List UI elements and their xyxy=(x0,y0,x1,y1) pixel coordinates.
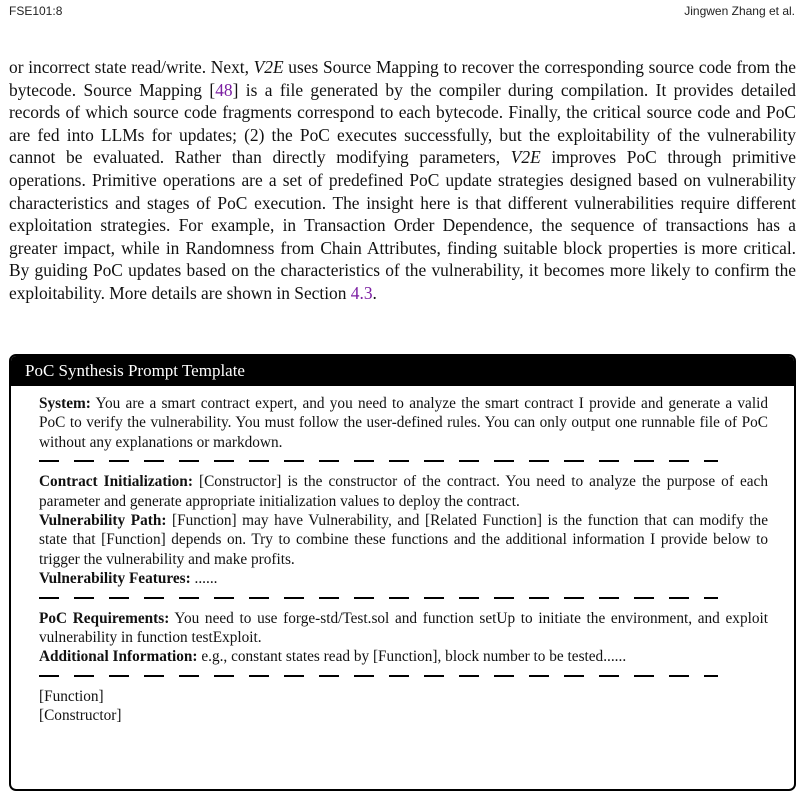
page-id: FSE101:8 xyxy=(9,4,63,18)
function-placeholder: [Function] xyxy=(39,687,104,705)
constructor-placeholder: [Constructor] xyxy=(39,707,122,725)
system-text: You are a smart contract expert, and you need to analyze the smart contract I provide and generate a valid PoC to verify the vulnerability. You must follow the user-defined rules. You can only output one runnable file of PoC without any explanations or markdown. xyxy=(39,395,768,451)
contract-init-section xyxy=(39,472,768,511)
contract-init-label: Contract Initialization: xyxy=(39,473,193,491)
additional-info-label: Additional Information: xyxy=(39,648,198,666)
dashed-divider xyxy=(39,597,718,599)
body-text-segment: or incorrect state read/write. Next, xyxy=(9,57,254,77)
body-text-segment: . xyxy=(372,282,377,303)
additional-info-text: e.g., constant states read by [Function], block number to be tested...... xyxy=(197,648,627,666)
vuln-features-label: Vulnerability Features: xyxy=(39,570,191,588)
contract-init-text: [Constructor] is the constructor of the contract. You need to analyze the purpose of each parameter and generate appropriate initialization values to deploy the contract. xyxy=(39,473,768,510)
vuln-path-section xyxy=(39,511,768,569)
system-label: System: xyxy=(39,395,91,412)
dashed-divider xyxy=(39,675,718,677)
system-section xyxy=(39,394,768,452)
vuln-features-text: ...... xyxy=(190,570,218,588)
vuln-path-label: Vulnerability Path: xyxy=(39,512,167,530)
poc-req-section xyxy=(39,609,768,648)
vuln-features-section xyxy=(39,569,768,588)
prompt-template-content xyxy=(11,386,794,726)
poc-req-label: PoC Requirements: xyxy=(39,609,170,627)
citation-link[interactable]: 48 xyxy=(215,79,233,100)
additional-info-section xyxy=(39,647,768,666)
tool-name: V2E xyxy=(253,57,284,77)
body-text-segment: improves PoC through primitive operations. Primitive operations are a set of predefined PoC update strategies designed based on vulnerability characteristics and stages of PoC execution. The insight here is that different vulnerabilities require different exploitation strategies. For example, in Transaction Order Dependence, the sequence of transactions has a greater impact, while in Randomness from Chain Attributes, finding suitable block properties is more critical. By guiding PoC updates based on the characteristics of the vulnerability, it becomes more likely to confirm the exploitability. More details are shown in Section xyxy=(9,147,796,303)
prompt-template-box xyxy=(9,354,796,791)
poc-req-text: You need to use forge-std/Test.sol and function setUp to initiate the environment, and exploit vulnerability in function testExploit. xyxy=(39,609,768,647)
section-link[interactable]: 4.3 xyxy=(350,282,373,303)
author-line: Jingwen Zhang et al. xyxy=(684,4,795,18)
running-header xyxy=(9,4,795,24)
body-paragraph xyxy=(9,56,796,305)
body-text-segment: ] is a file generated by the compiler during compilation. It provides detailed records of which source code fragments correspond to each bytecode. Finally, the critical source code and PoC are fed into LLMs for updates; (2) the PoC executes successfully, but the exploitability of the vulnerability cannot be evaluated. Rather than directly modifying parameters, xyxy=(9,79,796,168)
dashed-divider xyxy=(39,460,718,462)
vuln-path-text: [Function] may have Vulnerability, and [Related Function] is the function that can modify the state that [Function] depends on. Try to combine these functions and the additional information I provide below to trigger the vulnerability and make profits. xyxy=(39,512,768,568)
tool-name: V2E xyxy=(510,147,541,168)
body-text-segment: uses Source Mapping to recover the corresponding source code from the bytecode. Source Mapping [ xyxy=(9,57,797,100)
prompt-template-title: PoC Synthesis Prompt Template xyxy=(11,356,794,386)
